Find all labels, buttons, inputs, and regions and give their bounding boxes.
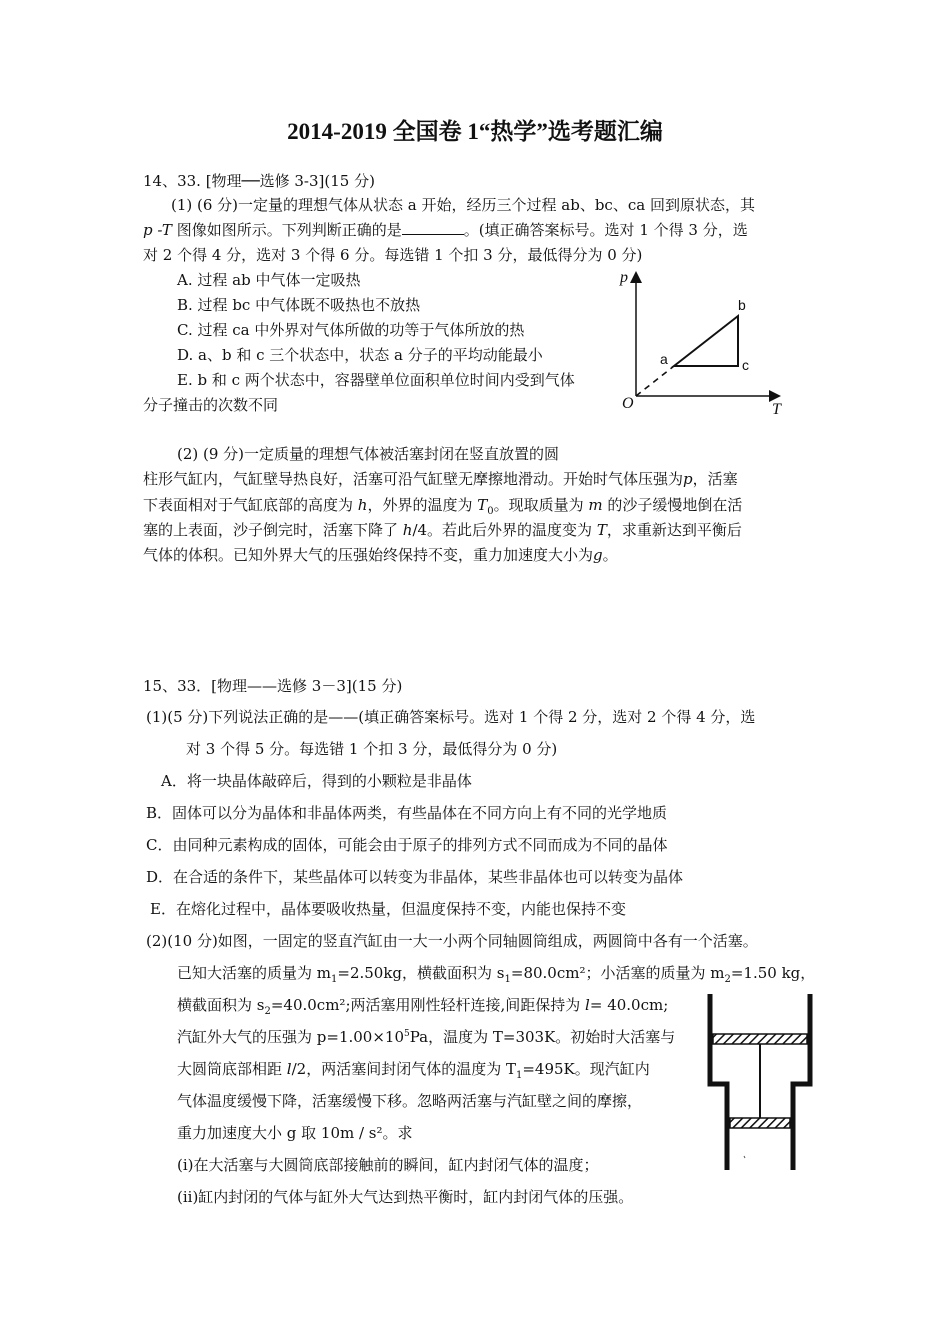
- q15-text: 大圆筒底部相距: [177, 1060, 287, 1078]
- q15-text: = 40.0cm;: [589, 996, 669, 1014]
- p-label: p: [620, 269, 628, 286]
- q14-text: 塞的上表面，沙子倒完时，活塞下降了: [143, 521, 403, 539]
- q14-part1-line1: (1) (6 分)一定量的理想气体从状态 a 开始，经历三个过程 ab、bc、ca 回到原状态，其: [171, 196, 755, 214]
- q14-text: 图像如图所示。下列判断正确的是: [171, 221, 402, 239]
- var-h: h: [402, 521, 413, 539]
- t-label: T: [772, 401, 781, 418]
- q15-option-b: B．固体可以分为晶体和非晶体两类，有些晶体在不同方向上有不同的光学地质: [146, 804, 668, 822]
- subscript: 2: [724, 974, 731, 985]
- q15-part2-line2: [177, 962, 815, 985]
- large-piston: [713, 1034, 807, 1044]
- q15-part2-line6: 气体温度缓慢下降，活塞缓慢下移。忽略两活塞与汽缸壁之间的摩擦，: [177, 1092, 643, 1110]
- var-h: h: [357, 496, 368, 514]
- q14-text: /4。若此后外界的温度变为: [412, 521, 597, 539]
- q15-part1-line1: (1)(5 分)下列说法正确的是——(填正确答案标号。选对 1 个得 2 分，选对 2 个得 4 分，选: [146, 708, 756, 726]
- q15-part2-line1: (2)(10 分)如图，一固定的竖直汽缸由一大一小两个同轴圆筒组成，两圆筒中各有一个活塞。: [146, 932, 758, 950]
- q14-text: 的沙子缓慢地倒在活: [602, 496, 743, 514]
- q14-part2-line5: [143, 544, 618, 565]
- state-a-label: a: [660, 351, 668, 367]
- q15-part1-line2: 对 3 个得 5 分。每选错 1 个扣 3 分，最低得分为 0 分): [186, 740, 558, 758]
- q14-option-e: E. b 和 c 两个状态中，容器壁单位面积单位时间内受到气体: [177, 371, 575, 389]
- q15-part2-line4: [177, 1026, 675, 1047]
- q14-part2-line2: [143, 468, 738, 489]
- subscript: 0: [487, 506, 494, 517]
- q15-option-a: A．将一块晶体敲碎后，得到的小颗粒是非晶体: [161, 772, 472, 790]
- small-piston: [730, 1118, 790, 1128]
- q15-text: =80.0cm²；小活塞的质量为 m: [510, 964, 725, 982]
- cylinder-diagram: [700, 990, 820, 1180]
- q15-part2-line3: [177, 994, 668, 1017]
- answer-blank: [402, 220, 464, 235]
- q15-text: =2.50kg，横截面积为 s: [337, 964, 505, 982]
- q15-part2-sub-ii: (ii)缸内封闭的气体与缸外大气达到热平衡时，缸内封闭气体的压强。: [177, 1188, 634, 1206]
- q14-part1-line2: [143, 219, 748, 240]
- pt-label: p -T: [143, 221, 172, 239]
- page-title: 2014-2019 全国卷 1“热学”选考题汇编: [287, 119, 663, 144]
- cylinder-wall-right: [793, 994, 810, 1170]
- origin-label: O: [622, 395, 634, 412]
- subscript: 1: [331, 974, 338, 985]
- q14-text: ，外界的温度为: [367, 496, 478, 514]
- dashed-extension: [636, 366, 674, 396]
- subscript: 2: [264, 1006, 271, 1017]
- subscript: 1: [504, 974, 511, 985]
- var-g: g: [593, 546, 603, 564]
- var-t: T: [596, 521, 607, 539]
- q14-part1-line3: 对 2 个得 4 分，选对 3 个得 6 分。每选错 1 个扣 3 分，最低得分为 0 分): [143, 246, 643, 264]
- q14-text: ，求重新达到平衡后: [606, 521, 742, 539]
- tick-mark: [744, 1156, 745, 1158]
- q15-part2-sub-i: (i)在大活塞与大圆筒底部接触前的瞬间，缸内封闭气体的温度；: [177, 1156, 599, 1174]
- cycle-triangle: [674, 316, 738, 366]
- var-m: m: [588, 496, 603, 514]
- q15-text: 已知大活塞的质量为 m: [177, 964, 331, 982]
- q14-text: 。(填正确答案标号。选对 1 个得 3 分，选: [463, 221, 748, 239]
- pt-graph: [610, 262, 800, 422]
- q14-text: 气体的体积。已知外界大气的压强始终保持不变，重力加速度大小为: [143, 546, 594, 564]
- state-b-label: b: [738, 297, 746, 313]
- q14-option-a: A. 过程 ab 中气体一定吸热: [177, 271, 361, 289]
- q14-option-d: D. a、b 和 c 三个状态中，状态 a 分子的平均动能最小: [177, 346, 543, 364]
- q15-text: 汽缸外大气的压强为 p=1.00×10: [177, 1028, 404, 1046]
- q14-option-e-cont: 分子撞击的次数不同: [143, 396, 279, 414]
- q15-option-c: C．由同种元素构成的固体，可能会由于原子的排列方式不同而成为不同的晶体: [146, 836, 668, 854]
- var-l: l: [585, 996, 590, 1014]
- var-l: l: [286, 1060, 292, 1078]
- q14-text: 。: [602, 546, 618, 564]
- q14-part2-line1: (2) (9 分)一定质量的理想气体被活塞封闭在竖直放置的圆: [177, 445, 560, 463]
- q14-option-b: B. 过程 bc 中气体既不吸热也不放热: [177, 296, 421, 314]
- q15-header: 15、33．[物理——选修 3－3](15 分): [143, 677, 403, 695]
- var-p: p: [683, 470, 693, 488]
- q15-option-e: E．在熔化过程中，晶体要吸收热量，但温度保持不变，内能也保持不变: [150, 900, 626, 918]
- q14-text: ，活塞: [692, 470, 738, 488]
- q14-header: 14、33. [物理──选修 3-3](15 分): [143, 172, 375, 190]
- q15-option-d: D．在合适的条件下，某些晶体可以转变为非晶体，某些非晶体也可以转变为晶体: [146, 868, 684, 886]
- var-t0: T: [477, 496, 488, 514]
- cylinder-wall-left: [710, 994, 727, 1170]
- q14-option-c: C. 过程 ca 中外界对气体所做的功等于气体所放的热: [177, 321, 525, 339]
- q15-text: 横截面积为 s: [177, 996, 265, 1014]
- q14-text: 柱形气缸内，气缸壁导热良好，活塞可沿气缸壁无摩擦地滑动。开始时气体压强为: [143, 470, 684, 488]
- q15-part2-line5: [177, 1058, 650, 1081]
- q14-text: 。现取质量为: [493, 496, 589, 514]
- q15-text: =495K。现汽缸内: [522, 1060, 650, 1078]
- q14-part2-line4: [143, 519, 742, 540]
- q15-text: =40.0cm²;两活塞用刚性轻杆连接,间距保持为: [270, 996, 586, 1014]
- q14-text: 下表面相对于气缸底部的高度为: [143, 496, 358, 514]
- q15-text: Pa，温度为 T=303K。初始时大活塞与: [409, 1028, 676, 1046]
- q15-part2-line7: 重力加速度大小 g 取 10m / s²。求: [177, 1124, 413, 1142]
- state-c-label: c: [742, 357, 749, 373]
- superscript: 5: [404, 1029, 410, 1039]
- q15-text: /2，两活塞间封闭气体的温度为 T: [291, 1060, 516, 1078]
- subscript: 1: [515, 1070, 523, 1081]
- q15-text: =1.50 kg，: [730, 964, 816, 982]
- q14-part2-line3: [143, 494, 742, 517]
